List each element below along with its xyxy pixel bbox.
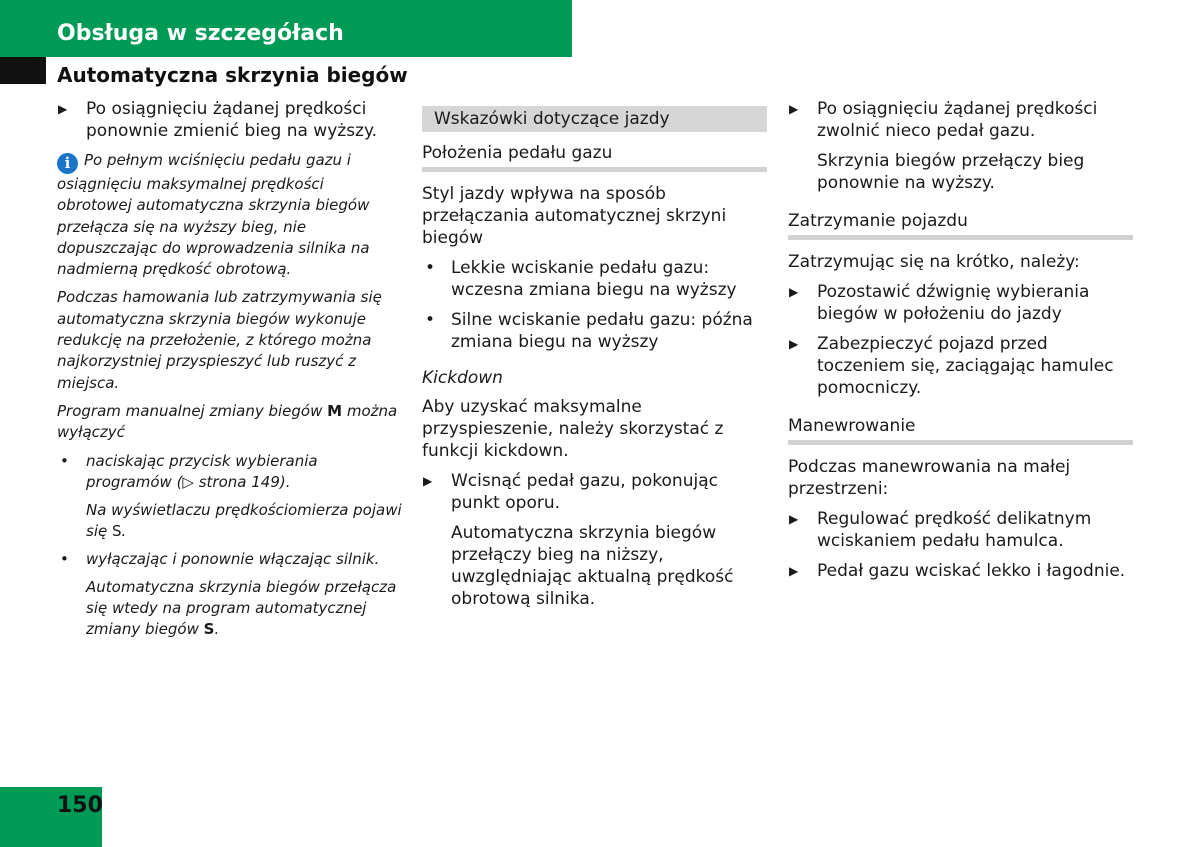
step-arrow-icon: ▶ <box>789 337 799 351</box>
bullet-item <box>422 309 767 353</box>
subheading-pedal-positions: Położenia pedału gazu <box>422 142 767 172</box>
page-heading: Automatyczna skrzynia biegów <box>57 63 408 87</box>
box-heading: Wskazówki dotyczące jazdy <box>422 106 767 132</box>
program-letter: M <box>327 401 343 420</box>
subheading-stopping: Zatrzymanie pojazdu <box>788 210 1133 240</box>
step-result: Automatyczna skrzynia biegów przełączy bieg na niższy, uwzględniając aktualną prędkość obrotową silnika. <box>451 523 734 609</box>
instruction-step <box>788 281 1133 325</box>
step-arrow-icon: ▶ <box>789 564 799 578</box>
instruction-step <box>788 98 1133 142</box>
bullet-item <box>422 257 767 301</box>
subheading-maneuvering: Manewrowanie <box>788 415 1133 445</box>
bullet-icon: • <box>60 549 69 568</box>
info-icon: i <box>57 153 78 174</box>
step-arrow-icon: ▶ <box>423 474 433 488</box>
paragraph: Aby uzyskać maksymalne przyspieszenie, należy skorzystać z funkcji kickdown. <box>422 397 724 461</box>
step-arrow-icon: ▶ <box>789 102 799 116</box>
bullet-text: wyłączając i ponownie włączając silnik. <box>86 549 380 568</box>
instruction-step <box>788 560 1133 582</box>
page-number: 150 <box>57 793 103 818</box>
bullet-icon: • <box>425 310 436 330</box>
result-end: . <box>121 521 127 540</box>
result-text: Automatyczna skrzynia biegów przełącza się wtedy na program automatycznej zmiany biegów <box>86 577 397 638</box>
result-text: Na wyświetlaczu prędkościomierza pojawi się <box>86 500 402 540</box>
step-text: Pozostawić dźwignię wybierania biegów w położeniu do jazdy <box>817 282 1090 324</box>
program-letter: S <box>203 619 215 638</box>
instruction-step <box>788 508 1133 552</box>
step-arrow-icon: ▶ <box>789 512 799 526</box>
program-letter: S <box>111 521 122 540</box>
instruction-step <box>788 333 1133 399</box>
step-result: Skrzynia biegów przełączy bieg ponownie na wyższy. <box>817 151 1085 193</box>
bullet-text: Lekkie wciskanie pedału gazu: wczesna zmiana biegu na wyższy <box>451 258 737 300</box>
column-2 <box>422 98 767 618</box>
bullet-result <box>57 500 402 542</box>
instruction-step <box>422 470 767 514</box>
info-note <box>57 150 402 280</box>
kickdown-heading: Kickdown <box>422 368 503 388</box>
step-text: Pedał gazu wciskać lekko i łagodnie. <box>817 561 1126 581</box>
note-text: Podczas hamowania lub zatrzymywania się automatyczna skrzynia biegów wykonuje redukcję na przełożenie, z którego można najkorzystniej przyspieszyć lub ruszyć z miejsca. <box>57 288 382 392</box>
note-bullet-item <box>57 451 402 493</box>
paragraph: Styl jazdy wpływa na sposób przełączania automatycznej skrzyni biegów <box>422 184 727 248</box>
header-tab-marker <box>0 57 46 84</box>
bullet-icon: • <box>60 451 69 470</box>
step-text: Po osiągnięciu żądanej prędkości ponownie zmienić bieg na wyższy. <box>86 99 378 141</box>
bullet-icon: • <box>425 258 436 278</box>
note-text: Po pełnym wciśnięciu pedału gazu i osiągnięciu maksymalnej prędkości obrotowej automatyczna skrzynia biegów przełącza się na wyższy bieg, nie dopuszczając do wprowadzenia silnika na nadmierną prędkość obrotową. <box>57 151 370 279</box>
section-title: Obsługa w szczegółach <box>57 21 344 46</box>
paragraph: Zatrzymując się na krótko, należy: <box>788 252 1080 272</box>
step-arrow-icon: ▶ <box>58 102 68 116</box>
bullet-result <box>57 577 402 640</box>
result-end: . <box>214 619 220 638</box>
note-text-after: można wyłączyć <box>57 401 398 442</box>
step-arrow-icon: ▶ <box>789 285 799 299</box>
step-text: Po osiągnięciu żądanej prędkości zwolnić nieco pedał gazu. <box>817 99 1098 141</box>
instruction-step <box>57 98 402 142</box>
step-text: Regulować prędkość delikatnym wciskaniem pedału hamulca. <box>817 509 1092 551</box>
step-text: Zabezpieczyć pojazd przed toczeniem się, zaciągając hamulec pomocniczy. <box>817 334 1114 398</box>
bullet-text: Silne wciskanie pedału gazu: późna zmiana biegu na wyższy <box>451 310 753 352</box>
column-1 <box>57 98 402 647</box>
note-paragraph <box>57 401 402 444</box>
paragraph: Podczas manewrowania na małej przestrzeni: <box>788 457 1071 499</box>
note-text-before: Program manualnej zmiany biegów <box>57 401 328 420</box>
bullet-text: naciskając przycisk wybierania programów (▷ strona 149). <box>86 451 318 491</box>
column-3 <box>788 98 1133 590</box>
note-bullet-item <box>57 549 402 570</box>
step-text: Wcisnąć pedał gazu, pokonując punkt oporu. <box>451 471 718 513</box>
